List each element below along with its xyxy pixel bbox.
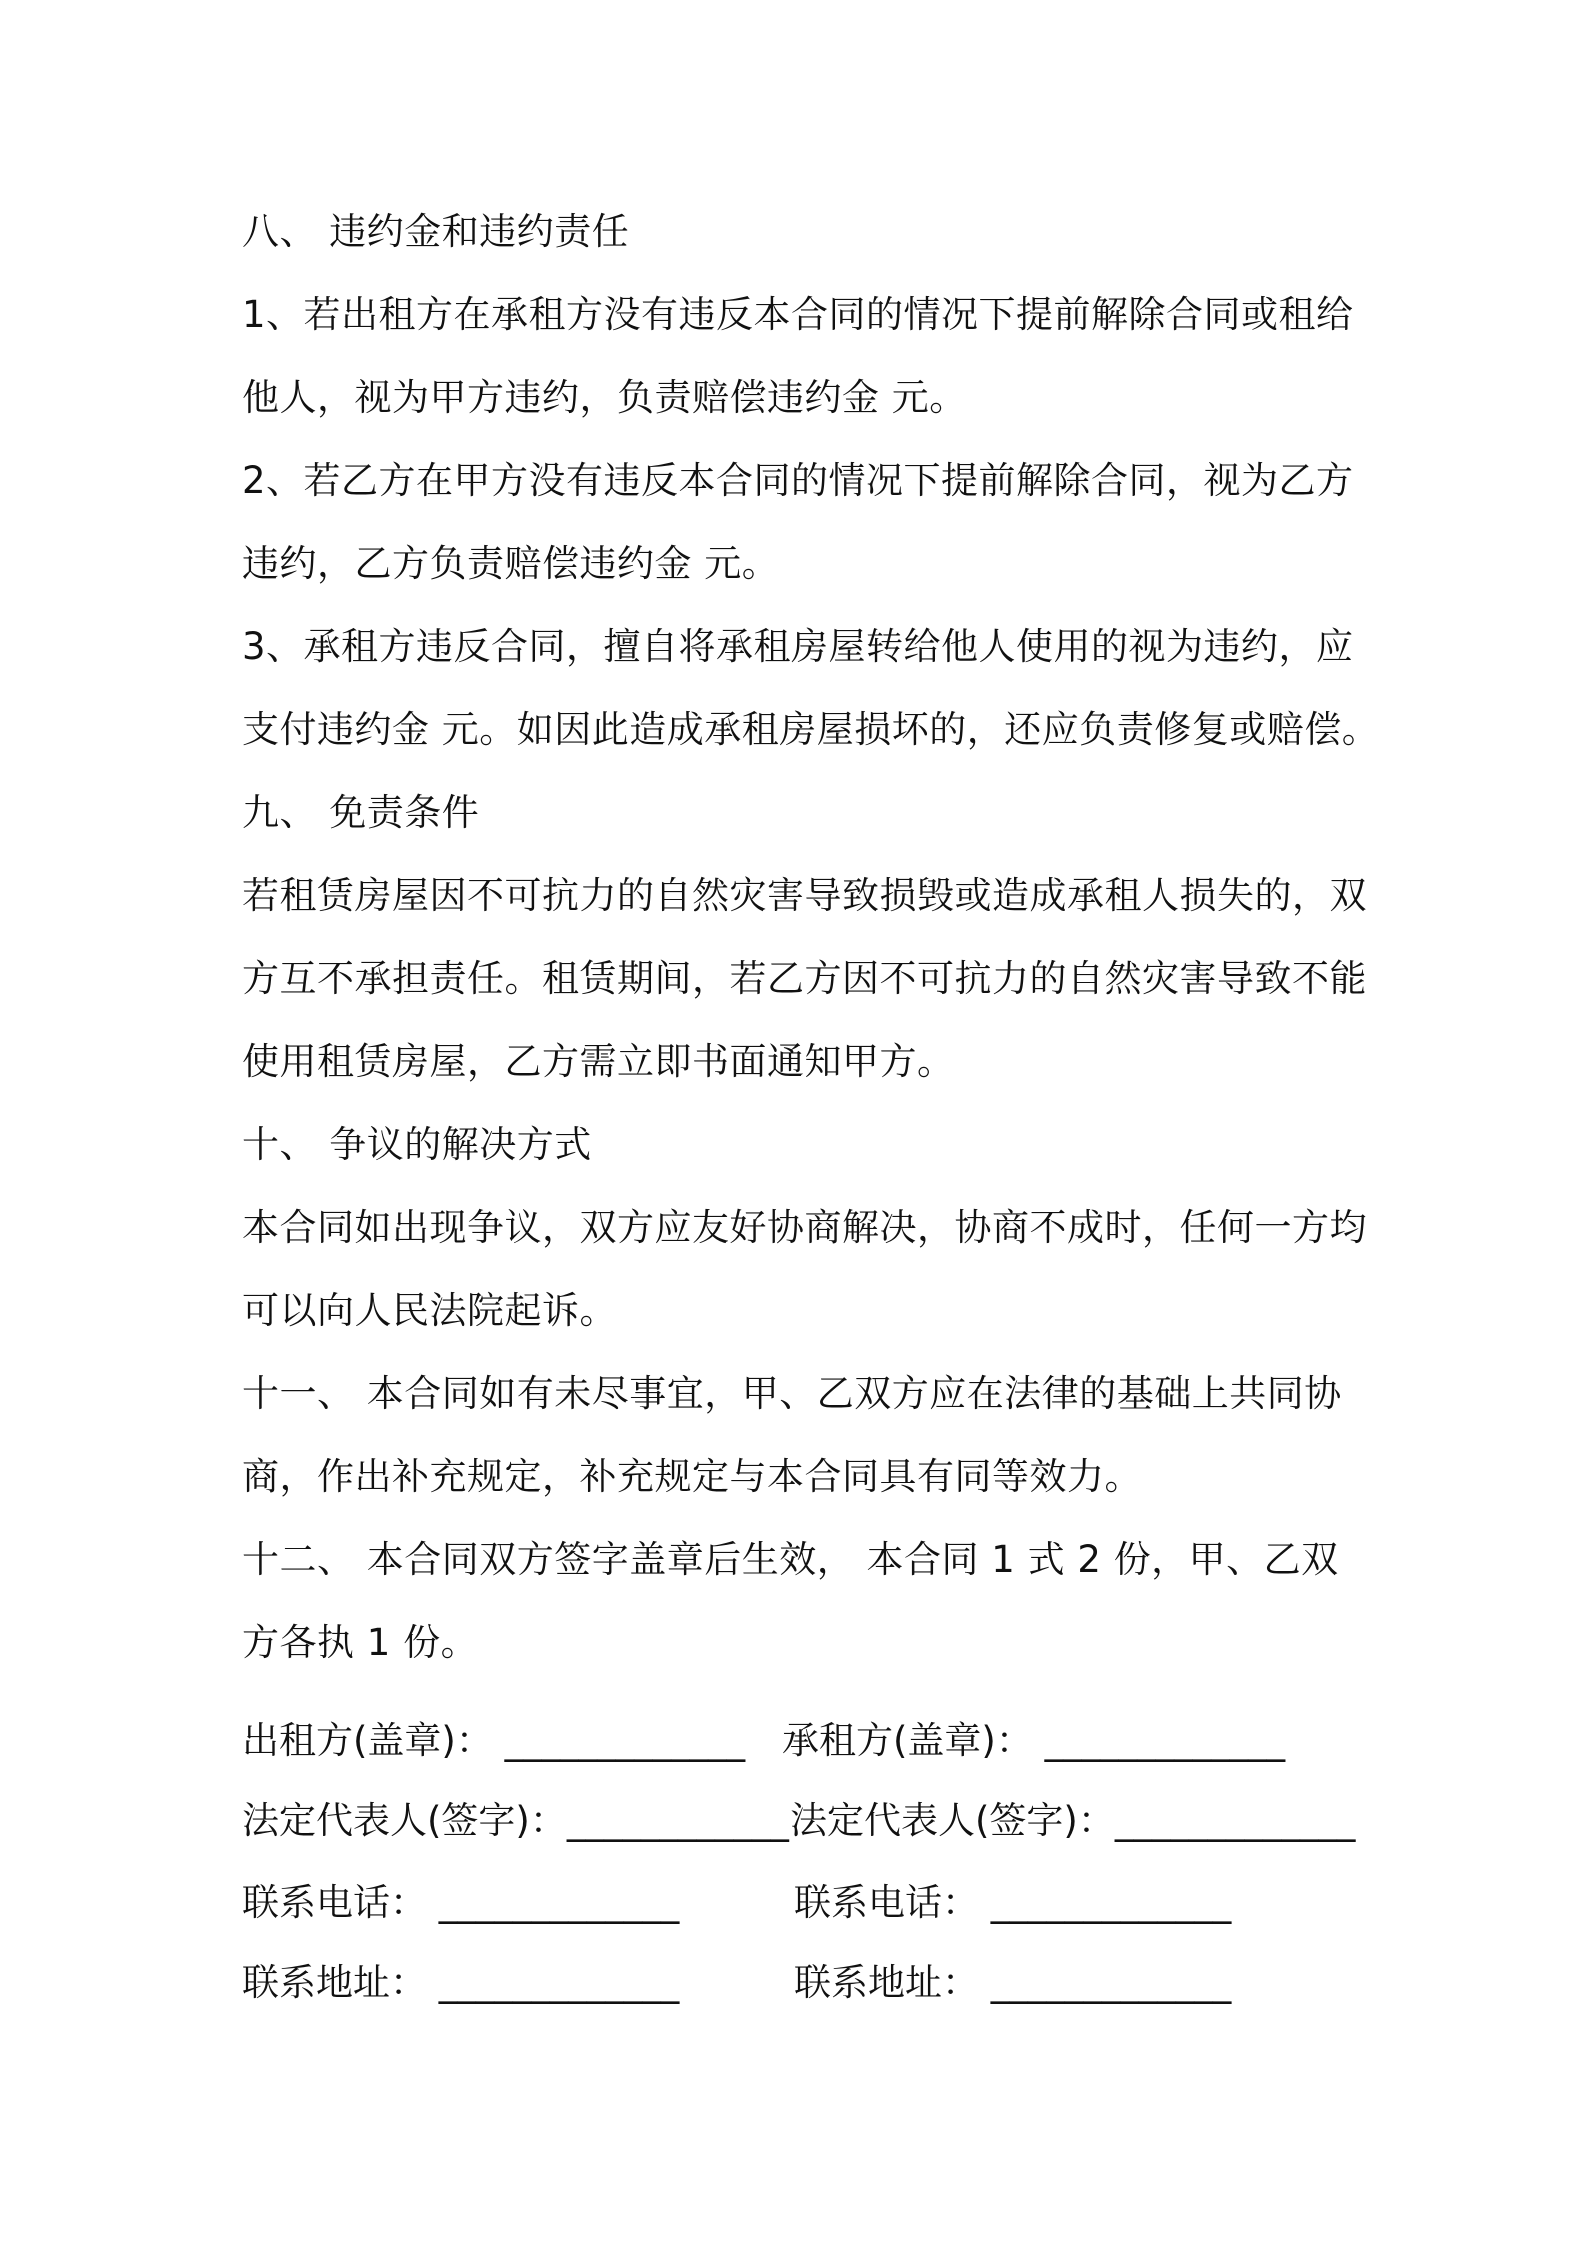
signature-row-address (242, 1958, 1231, 2008)
section-8-clause-2-line-2: 违约，乙方负责赔偿违约金 元。 (242, 542, 780, 585)
signature-row-representative (242, 1796, 1355, 1846)
section-11-line-1: 十一、 本合同如有未尽事宜，甲、乙双方应在法律的基础上共同协 (242, 1372, 1342, 1415)
lessor-address-field: 联系地址： _____________ (242, 1961, 680, 2004)
section-10-heading: 十、 争议的解决方式 (242, 1123, 592, 1166)
section-12-line-2: 方各执 1 份。 (242, 1621, 479, 1664)
section-10-body-line-2: 可以向人民法院起诉。 (242, 1289, 617, 1332)
lessee-address-field: 联系地址： _____________ (794, 1961, 1232, 2004)
lessee-seal-field: 承租方(盖章)： _____________ (782, 1719, 1286, 1762)
section-9-body-line-2: 方互不承担责任。租赁期间，若乙方因不可抗力的自然灾害导致不能 (242, 957, 1367, 1000)
signature-row-phone (242, 1878, 1231, 1928)
lessee-phone-field: 联系电话： _____________ (794, 1881, 1232, 1924)
section-8-clause-3-line-2: 支付违约金 元。如因此造成承租房屋损坏的，还应负责修复或赔偿。 (242, 708, 1380, 751)
section-8-clause-1-line-2: 他人，视为甲方违约，负责赔偿违约金 元。 (242, 376, 967, 419)
section-9-heading: 九、 免责条件 (242, 791, 480, 834)
section-8-clause-3-line-1: 3、承租方违反合同，擅自将承租房屋转给他人使用的视为违约，应 (242, 625, 1354, 668)
section-12-line-1: 十二、 本合同双方签字盖章后生效， 本合同 1 式 2 份，甲、乙双 (242, 1538, 1339, 1581)
signature-row-seal (242, 1716, 1285, 1766)
lessee-representative-field: 法定代表人(签字)：_____________ (790, 1799, 1356, 1842)
section-8-clause-2-line-1: 2、若乙方在甲方没有违反本合同的情况下提前解除合同，视为乙方 (242, 459, 1354, 502)
section-8-clause-1-line-1: 1、若出租方在承租方没有违反本合同的情况下提前解除合同或租给 (242, 293, 1354, 336)
lessor-phone-field: 联系电话： _____________ (242, 1881, 680, 1924)
lessor-representative-field: 法定代表人(签字)：____________ (242, 1799, 789, 1842)
section-8-heading: 八、 违约金和违约责任 (242, 210, 630, 253)
section-11-line-2: 商，作出补充规定，补充规定与本合同具有同等效力。 (242, 1455, 1142, 1498)
section-9-body-line-1: 若租赁房屋因不可抗力的自然灾害导致损毁或造成承租人损失的，双 (242, 874, 1367, 917)
section-9-body-line-3: 使用租赁房屋，乙方需立即书面通知甲方。 (242, 1040, 955, 1083)
section-10-body-line-1: 本合同如出现争议，双方应友好协商解决，协商不成时，任何一方均 (242, 1206, 1367, 1249)
lessor-seal-field: 出租方(盖章)： _____________ (242, 1719, 746, 1762)
